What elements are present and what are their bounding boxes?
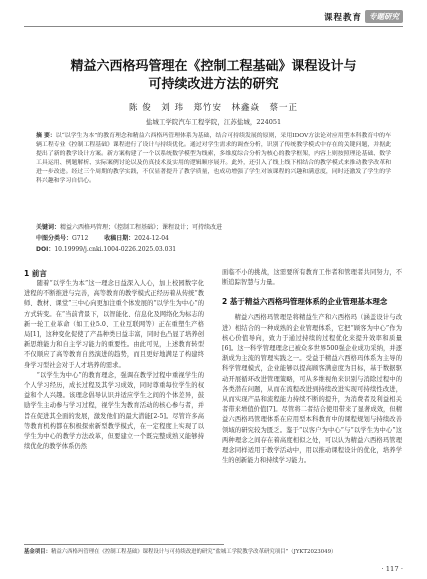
keywords (36, 223, 391, 232)
abstract-text: 以“以学生为本”的教育理念和精益六西格玛管理体系为基础，结合可持续发展的原则，采用IDOV方法论对应用型本科教育中的车辆工程专业《控制工程基础》课程进行了设计与持续优化。通过对学生需求的调查分析，识别了传统教学模式中存在的关键问题，并据此提出了新的教学设计方案。新方案构建了一个以系统数学模型为线索，多维度综合分析为核心的教学框架，内容上则按照理论基础、数学工具运用、例题解析、实际案例讨论以及仿真技术及实用的逻辑顺序展开。此外，还引入了线上线下相结合的教学模式来推动教学改革和进一步改进。经过三个周期的教学实践，不仅显著提升了教学质量，也成功增强了学生对该课程的兴趣和满意度，同时还激发了学生的学科兴趣和学习自信心。 (36, 133, 391, 184)
doi-label: DOI： (36, 246, 55, 253)
section-heading-2: 2 基于精益六西格玛管理体系的企业管理基本理念 (222, 297, 388, 307)
keywords-label: 关键词： (36, 224, 61, 231)
affiliation: 盐城工学院汽车工程学院，江苏盐城，224051 (145, 118, 282, 126)
paragraph: 精益六西格玛管理是将精益生产和六西格玛（涵盖设计与改进）相结合的一种成熟的企业管理体系，它把“顾客为中心”作为核心价值导向，致力于通过持续的过程优化来提升效率和质量[6]。这一科学管理理念已被众多世界500强企业成功采纳，并逐渐成为主流的管理实践之一。受益于精益六西格玛体系为主导的科学管理模式，企业能够以提高顾客满意度为目标，基于数据驱动开展循环改进管理策略，可从多维视角来识别与消除过程中的各类潜在问题，从而在流程改进到持续改进实现可持续性改进，从而实现产品和流程能力持续不断的提升，为消费者及利益相关者带来增值价值[7]。尽管将二者结合使用带来了显著成效，但精益六西格玛管理体系在应用型本科教育中的课程规划与持续改善领域的研究较为匮乏。鉴于“以客户为中心”与“以学生为中心”这两种理念之间存在着高度相似之处，可以认为精益六西格玛管理理念同样适用于教学活动中，用以推动课程设计的优化，培养学生的创新能力和持续学习能力。 (222, 314, 402, 465)
footnote-label: 基金项目： (24, 549, 51, 555)
title-line-1: 精益六西格玛管理在《控制工程基础》课程设计与 (70, 59, 357, 74)
doi-row (36, 245, 391, 254)
clc-label: 中图分类号： (36, 235, 73, 242)
running-header (324, 10, 403, 23)
section-heading-1: 1 前言 (24, 269, 47, 278)
keywords-text: 精益六西格玛管理；《控制工程基础》；课程设计；可持续改进 (60, 224, 223, 231)
paper-title (24, 58, 403, 94)
received-date: 2024-12-04 (134, 235, 169, 242)
author-list: 陈 俊 刘 玮 郑竹安 林鑫焱 蔡一正 (129, 103, 298, 113)
abstract (36, 132, 391, 185)
doi-value: 10.19999/j.cnki.1004-0226.2025.03.031 (54, 246, 177, 253)
classification-row (36, 234, 391, 243)
journal-logo: 专题研究 (365, 10, 403, 23)
funding-footnote (24, 548, 403, 556)
page-number: · 117 · (381, 565, 403, 573)
footnote-divider (24, 544, 224, 545)
title-line-2: 可持续改进方法的研究 (148, 77, 279, 92)
paragraph-continued: 面临不小的挑战，这需要所有教育工作者和管理者共同努力，不断追踪智慧与力量。 (222, 269, 402, 287)
abstract-label: 摘 要： (36, 133, 56, 139)
right-column (222, 268, 402, 466)
paragraph: 随着“以学生为本”这一理念日益深入人心，加上校园数字化进程的不断推进与完善，高等教育的教学模式正经历着从传统“教师、教材、课堂”三中心向更加注重个体发展的“以学生为中心”的方式转变。在“当前背景下，以智能化、信息化及网络化为标志的新一轮工业革命（如工业5.0、工业互联网等）正在重塑生产格局[1]，这种变化促使了产品种类日益丰富，同时也凸显了培养创新思维能力和自主学习能力的重要性。由此可见，上述教育转型不仅顺应了高等教育自然演进的趋势，而且更好地满足了构建终身学习型社会对于人才培养的需求。 (24, 280, 204, 369)
received-label: 收稿日期： (104, 235, 135, 242)
footnote-text: 精益六西格玛管理在《控制工程基础》课程设计与可持续改进的研究“盐城工学院教学改革研究项目”（JYKT2023049） (50, 549, 337, 555)
section-name: 课程教育 (323, 12, 362, 23)
header-divider (24, 26, 403, 27)
paragraph: “以学生为中心”的教育理念，强调在教学过程中重视学生的个人学习经历，成长过程及其学习成效，同时尊重每位学生的权益和个人兴趣。该理念倡导认识并适应学生之间的个体差异，鼓励学生主动参与学习过程，视学生为教育活动的核心参与者，并旨在促进其全面的发展，激发他们的最大潜能[2-5]。尽管许多高等教育机构都在积极探索新型教学模式，在一定程度上实现了以学生为中心的教学方法改革，但要建立一个既完整成熟又能够持续优化的教学体系仍然 (24, 371, 204, 451)
left-column (24, 268, 204, 452)
clc-value: G712 (72, 235, 89, 242)
